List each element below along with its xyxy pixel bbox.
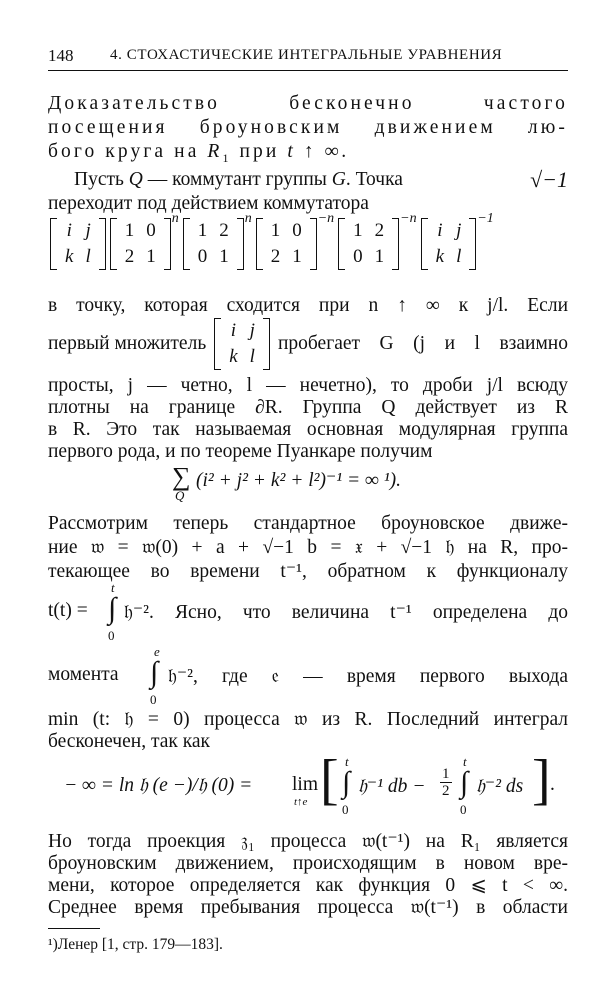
formula-limit: − ∞ = ln 𝔥 (e −)/𝔥 (0) = lim t↑e [ ∫ t 0 𝔥⁻¹ db − $\frac{1}{2}$ ∫ t 0 𝔥⁻² ds ] . (64, 749, 555, 817)
matrix-exponent: n (244, 210, 252, 226)
footnote-rule (48, 928, 100, 929)
para3-line-4: t(t) = ∫ t 0 𝔥⁻². Ясно, что величина t⁻¹ определена до (48, 580, 568, 643)
matrix-cell: 0 (353, 246, 363, 267)
matrix-cell: k (65, 246, 74, 267)
commutator-matrices (50, 210, 498, 270)
formula-sum: ∑ Q (i² + j² + k² + l²)⁻¹ = ∞ ¹). (172, 462, 402, 503)
para2-line-3: просты, j — четно, l — нечетно), то дроби j/l всюду (48, 375, 568, 396)
para3-line-3: текающее во времени t⁻¹, обратном к функционалу (48, 561, 568, 582)
para4-line-2: броуновским движением, происходящим в новом вре- (48, 853, 568, 874)
para3-line-7: бесконечен, так как (48, 731, 211, 752)
first-factor-matrix: i j k l (214, 318, 270, 370)
integral-sign-4: ∫ (460, 766, 469, 799)
para1-line-2: переходит под действием коммутатора (48, 193, 369, 214)
matrix-cell: 2 (124, 246, 135, 267)
matrix-exponent: n (171, 210, 179, 226)
matrix-cell: 1 (270, 220, 281, 241)
para2-line-4: плотны на границе ∂R. Группа Q действует из R (48, 397, 568, 418)
para3-line-6: min (t: 𝔥 = 0) процесса 𝔴 из R. Последний интеграл (48, 709, 568, 730)
para3-line-1: Рассмотрим теперь стандартное броуновское движе- (48, 513, 568, 534)
para2-line-1: в точку, которая сходится при n ↑ ∞ к j/l. Если (48, 295, 568, 316)
para1-line-1: Пусть Q — коммутант группы G. Точка √−1 (74, 167, 568, 192)
matrix-cell: i (66, 220, 72, 241)
matrix-6 (421, 210, 494, 270)
matrix-cell: 0 (197, 246, 208, 267)
matrix-1 (50, 218, 106, 270)
matrix-cell: j (456, 220, 462, 241)
matrix-5 (338, 210, 417, 270)
integral-sign-3: ∫ (342, 766, 351, 799)
matrix-cell: 0 (292, 220, 302, 241)
running-header (48, 46, 568, 72)
one-half-fraction: $\frac{1}{2}$ (442, 766, 450, 799)
matrix-2 (110, 210, 179, 270)
page-number: 148 (48, 46, 74, 65)
matrix-cell: l (85, 246, 91, 267)
matrix-cell: j (85, 220, 91, 241)
para4-line-1: Но тогда проекция 𝔷₁ процесса 𝔴(t⁻¹) на R₁ является (48, 831, 568, 852)
heading-line-2: посещения броуновским движением лю- (48, 117, 568, 138)
matrix-cell: 1 (219, 246, 229, 267)
footnote: ¹)Ленер [1, стр. 179—183]. (48, 936, 223, 953)
matrix-cell: 1 (124, 220, 135, 241)
heading-line-1: Доказательство бесконечно частого (48, 93, 568, 114)
para2-line-5: в R. Это так называемая основная модулярная группа (48, 419, 568, 440)
running-title: 4. СТОХАСТИЧЕСКИЕ ИНТЕГРАЛЬНЫЕ УРАВНЕНИЯ (110, 47, 503, 63)
sqrt-minus-one: √−1 (530, 167, 568, 192)
matrix-cell: 0 (146, 220, 156, 241)
heading-line-3: бого круга на $R_1$ при t ↑ ∞. (48, 141, 350, 165)
matrix-cell: 1 (292, 246, 302, 267)
integral-sign-2: ∫ (150, 656, 159, 689)
matrix-cell: 2 (219, 220, 229, 241)
matrix-cell: 1 (146, 246, 156, 267)
para2-line-2: первый множитель i j k l пробегает G (j и l взаимно (48, 318, 568, 370)
para4-line-3: мени, которое определяется как функция 0 ⩽ t < ∞. (48, 875, 568, 896)
matrix-cell: 1 (374, 246, 385, 267)
matrix-cell: k (435, 246, 445, 267)
matrix-cell: 1 (353, 220, 363, 241)
matrix-4 (256, 210, 335, 270)
para4-line-4: Среднее время пребывания процесса 𝔴(t⁻¹) в области (48, 897, 568, 918)
para3-line-5: момента ∫ e 0 𝔥⁻², где 𝔢 — время первого выхода (48, 644, 568, 707)
integral-sign: ∫ (108, 592, 117, 625)
matrix-exponent: −n (400, 210, 417, 226)
matrix-cell: i (437, 220, 443, 241)
header-rule (48, 70, 568, 71)
para2-line-6: первого рода, и по теореме Пуанкаре получим (48, 441, 433, 462)
right-bracket: ] (532, 749, 551, 811)
matrix-cell: 1 (197, 220, 208, 241)
matrix-exponent: −1 (477, 210, 494, 226)
matrix-3 (183, 210, 252, 270)
para3-line-2: ние 𝔴 = 𝔴(0) + a + √−1 b = 𝔵 + √−1 𝔥 на R, про- (48, 537, 568, 558)
matrix-exponent: −n (317, 210, 335, 226)
matrix-cell: l (456, 246, 462, 267)
matrix-cell: 2 (270, 246, 281, 267)
matrix-cell: 2 (374, 220, 385, 241)
left-bracket: [ (320, 749, 339, 811)
